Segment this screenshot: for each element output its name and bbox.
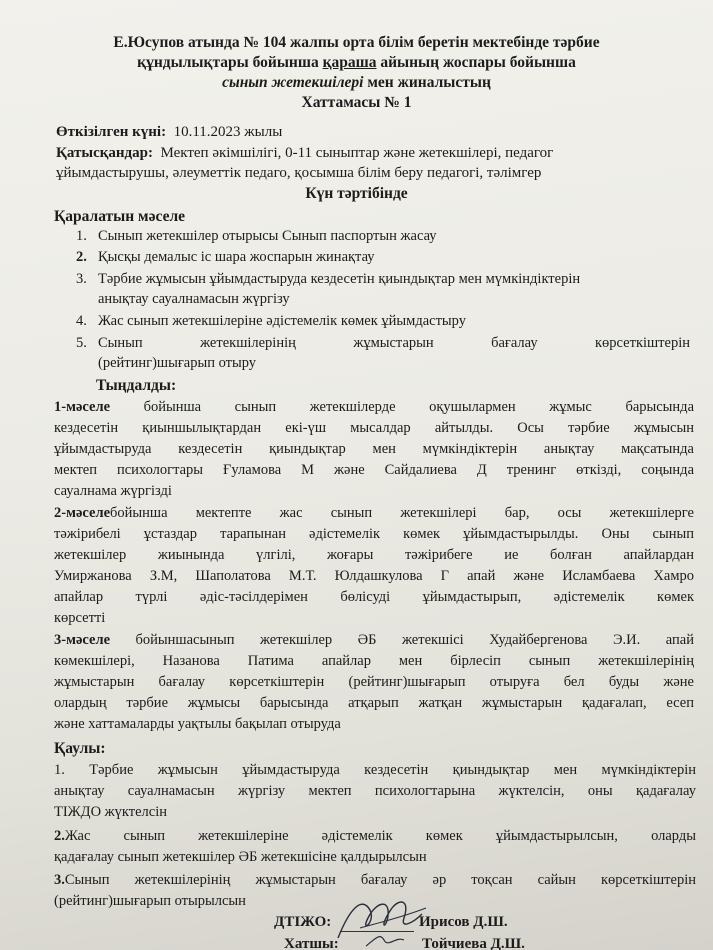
issue2-line: жетекшілер жиынында үлгілі, жоғары тәжірибеге ие болған апайлардан bbox=[54, 547, 694, 563]
agenda-title: Күн тәртібінде bbox=[305, 185, 408, 202]
issue3-line: олардың тәрбие жұмысы барысында атқарып жатқан жұмыстарын қадағалап, есеп bbox=[54, 695, 694, 711]
agenda-item-text-cont: (рейтинг)шығарып отыру bbox=[98, 355, 257, 371]
agenda-item-num: 2. bbox=[76, 249, 87, 265]
issue1-line: ұйымдастыруда кездесетін қиындықтар мен мүмкіндіктерін анықтау мақсатында bbox=[54, 441, 694, 457]
issue3-line: 3-мәселе бойыншасынып жетекшілер ӘБ жетекшісі Худайбергенова Э.И. апай bbox=[54, 632, 694, 648]
protocol-number: Хаттамасы № 1 bbox=[301, 94, 412, 111]
decision2-line: қадағалау сынып жетекшілер ӘБ жетекшісіне қалдырылсын bbox=[54, 849, 427, 865]
issue1-line: 1-мәселе бойынша сынып жетекшілерде оқушылармен жұмыс барысында bbox=[54, 399, 694, 415]
issue2-label: 2-мәселе bbox=[54, 505, 111, 521]
agenda-item-num: 5. bbox=[76, 335, 87, 351]
issue2-line: тәжірибелі ұстаздар тарапынан әдістемелік көмек ұйымдастырылды. Оны сынып bbox=[54, 526, 694, 542]
participants-line2: ұйымдастырушы, әлеуметтік педаго, қосымша білім беру педагогі, тәлімгер bbox=[56, 165, 542, 181]
date-value: 10.11.2023 жылы bbox=[173, 124, 283, 140]
agenda-heading: Қаралатын мәселе bbox=[54, 208, 186, 225]
agenda-item-num: 1. bbox=[76, 228, 87, 244]
issue3-line: көмекшілері, Назанова Патима апайлар мен бірлесіп сынып жетекшілерінің bbox=[54, 653, 694, 669]
issue2-line: көрсетті bbox=[54, 610, 106, 626]
date-label: Өткізілген күні: bbox=[56, 124, 167, 140]
agenda-item-text: Сынып жетекшілерінің жұмыстарын бағалау көрсеткіштерін bbox=[98, 335, 690, 351]
header-title-line1: Е.Юсупов атында № 104 жалпы орта білім беретін мектебінде тәрбие bbox=[113, 34, 600, 51]
issue1-line: кездесетін қиыншылықтардан екі-үш мысалдар айтылды. Осы тәрбие жұмысын bbox=[54, 420, 694, 436]
listened-heading: Тыңдалды: bbox=[96, 377, 177, 394]
signature-name-1: Ирисов Д.Ш. bbox=[419, 914, 508, 930]
signature-role-1: ДТІЖО: bbox=[274, 914, 332, 930]
decision3-num: 3. bbox=[54, 872, 65, 888]
decision1-line: 1. Тәрбие жұмысын ұйымдастыруда кездесетін қиындықтар мен мүмкіндіктерін bbox=[54, 762, 696, 778]
agenda-item-text: Қысқы демалыс іс шара жоспарын жинақтау bbox=[98, 249, 375, 265]
issue1-line: мектеп психологтары Ғуламова М және Сайдалиева Д тренинг өткізді, соңында bbox=[54, 462, 694, 478]
handwritten-signature bbox=[330, 888, 430, 950]
participants-label: Қатысқандар: bbox=[56, 145, 153, 161]
agenda-item-text: Тәрбие жұмысын ұйымдастыруда кездесетін қиындықтар мен мүмкіндіктерін bbox=[98, 271, 581, 287]
decision3-line: (рейтинг)шығарып отырылсын bbox=[54, 893, 246, 909]
decision2-num: 2. bbox=[54, 828, 65, 844]
decision1-line: ТІЖДО жүктелсін bbox=[54, 804, 168, 820]
signature-role-2: Хатшы: bbox=[284, 936, 339, 950]
issue3-line: жұмыстарын бағалау көрсеткіштерін (рейтинг)шығарып отыруға бел буды және bbox=[54, 674, 694, 690]
issue1-label: 1-мәселе bbox=[54, 399, 111, 415]
issue3-line: және хаттамаларды уақтылы бақылап отыруда bbox=[54, 716, 341, 732]
agenda-item-text: Жас сынып жетекшілеріне әдістемелік көмек ұйымдастыру bbox=[98, 313, 466, 329]
header-title-line2: құндылықтары бойынша қараша айының жоспары бойынша bbox=[137, 54, 576, 71]
issue2-line: апайлар түрлі әдіс-тәсілдерімен бөлісуді ұйымдастырып, әдістемелік көмек bbox=[54, 589, 694, 605]
decision1-line: анықтау сауалнамасын жүргізу мектеп психологтарына жүктелсін, оны қадағалау bbox=[54, 783, 696, 799]
decisions-heading: Қаулы: bbox=[54, 740, 106, 757]
agenda-item-text: Сынып жетекшілер отырысы Сынып паспортын жасау bbox=[98, 228, 437, 244]
issue1-line: сауалнама жүргізді bbox=[54, 483, 172, 499]
agenda-item-num: 3. bbox=[76, 271, 87, 287]
meeting-date bbox=[56, 124, 282, 141]
issue2-line: Умиржанова З.М, Шаполатова М.Т. Юлдашкулова Г апай және Исламбаева Хамро bbox=[54, 568, 694, 584]
agenda-item-num: 4. bbox=[76, 313, 87, 329]
decision3-line: 3.Сынып жетекшілерінің жұмыстарын бағалау әр тоқсан сайын көрсеткіштерін bbox=[54, 872, 696, 888]
header-month: қараша bbox=[322, 54, 377, 71]
header-title-line3: сынып жетекшілері мен жиналыстың bbox=[222, 74, 491, 91]
participants-line1: Қатысқандар: Мектеп әкімшілігі, 0-11 сыныптар және жетекшілері, педагог bbox=[56, 145, 554, 161]
agenda-item-text-cont: анықтау сауалнамасын жүргізу bbox=[98, 291, 290, 307]
signature-name-2: Тойчиева Д.Ш. bbox=[422, 936, 525, 950]
issue3-label: 3-мәселе bbox=[54, 632, 111, 648]
issue2-line: 2-мәселебойынша мектепте жас сынып жетекшілері бар, осы жетекшілерге bbox=[54, 505, 694, 521]
decision2-line: 2.Жас сынып жетекшілеріне әдістемелік көмек ұйымдастырылсын, оларды bbox=[54, 828, 696, 844]
